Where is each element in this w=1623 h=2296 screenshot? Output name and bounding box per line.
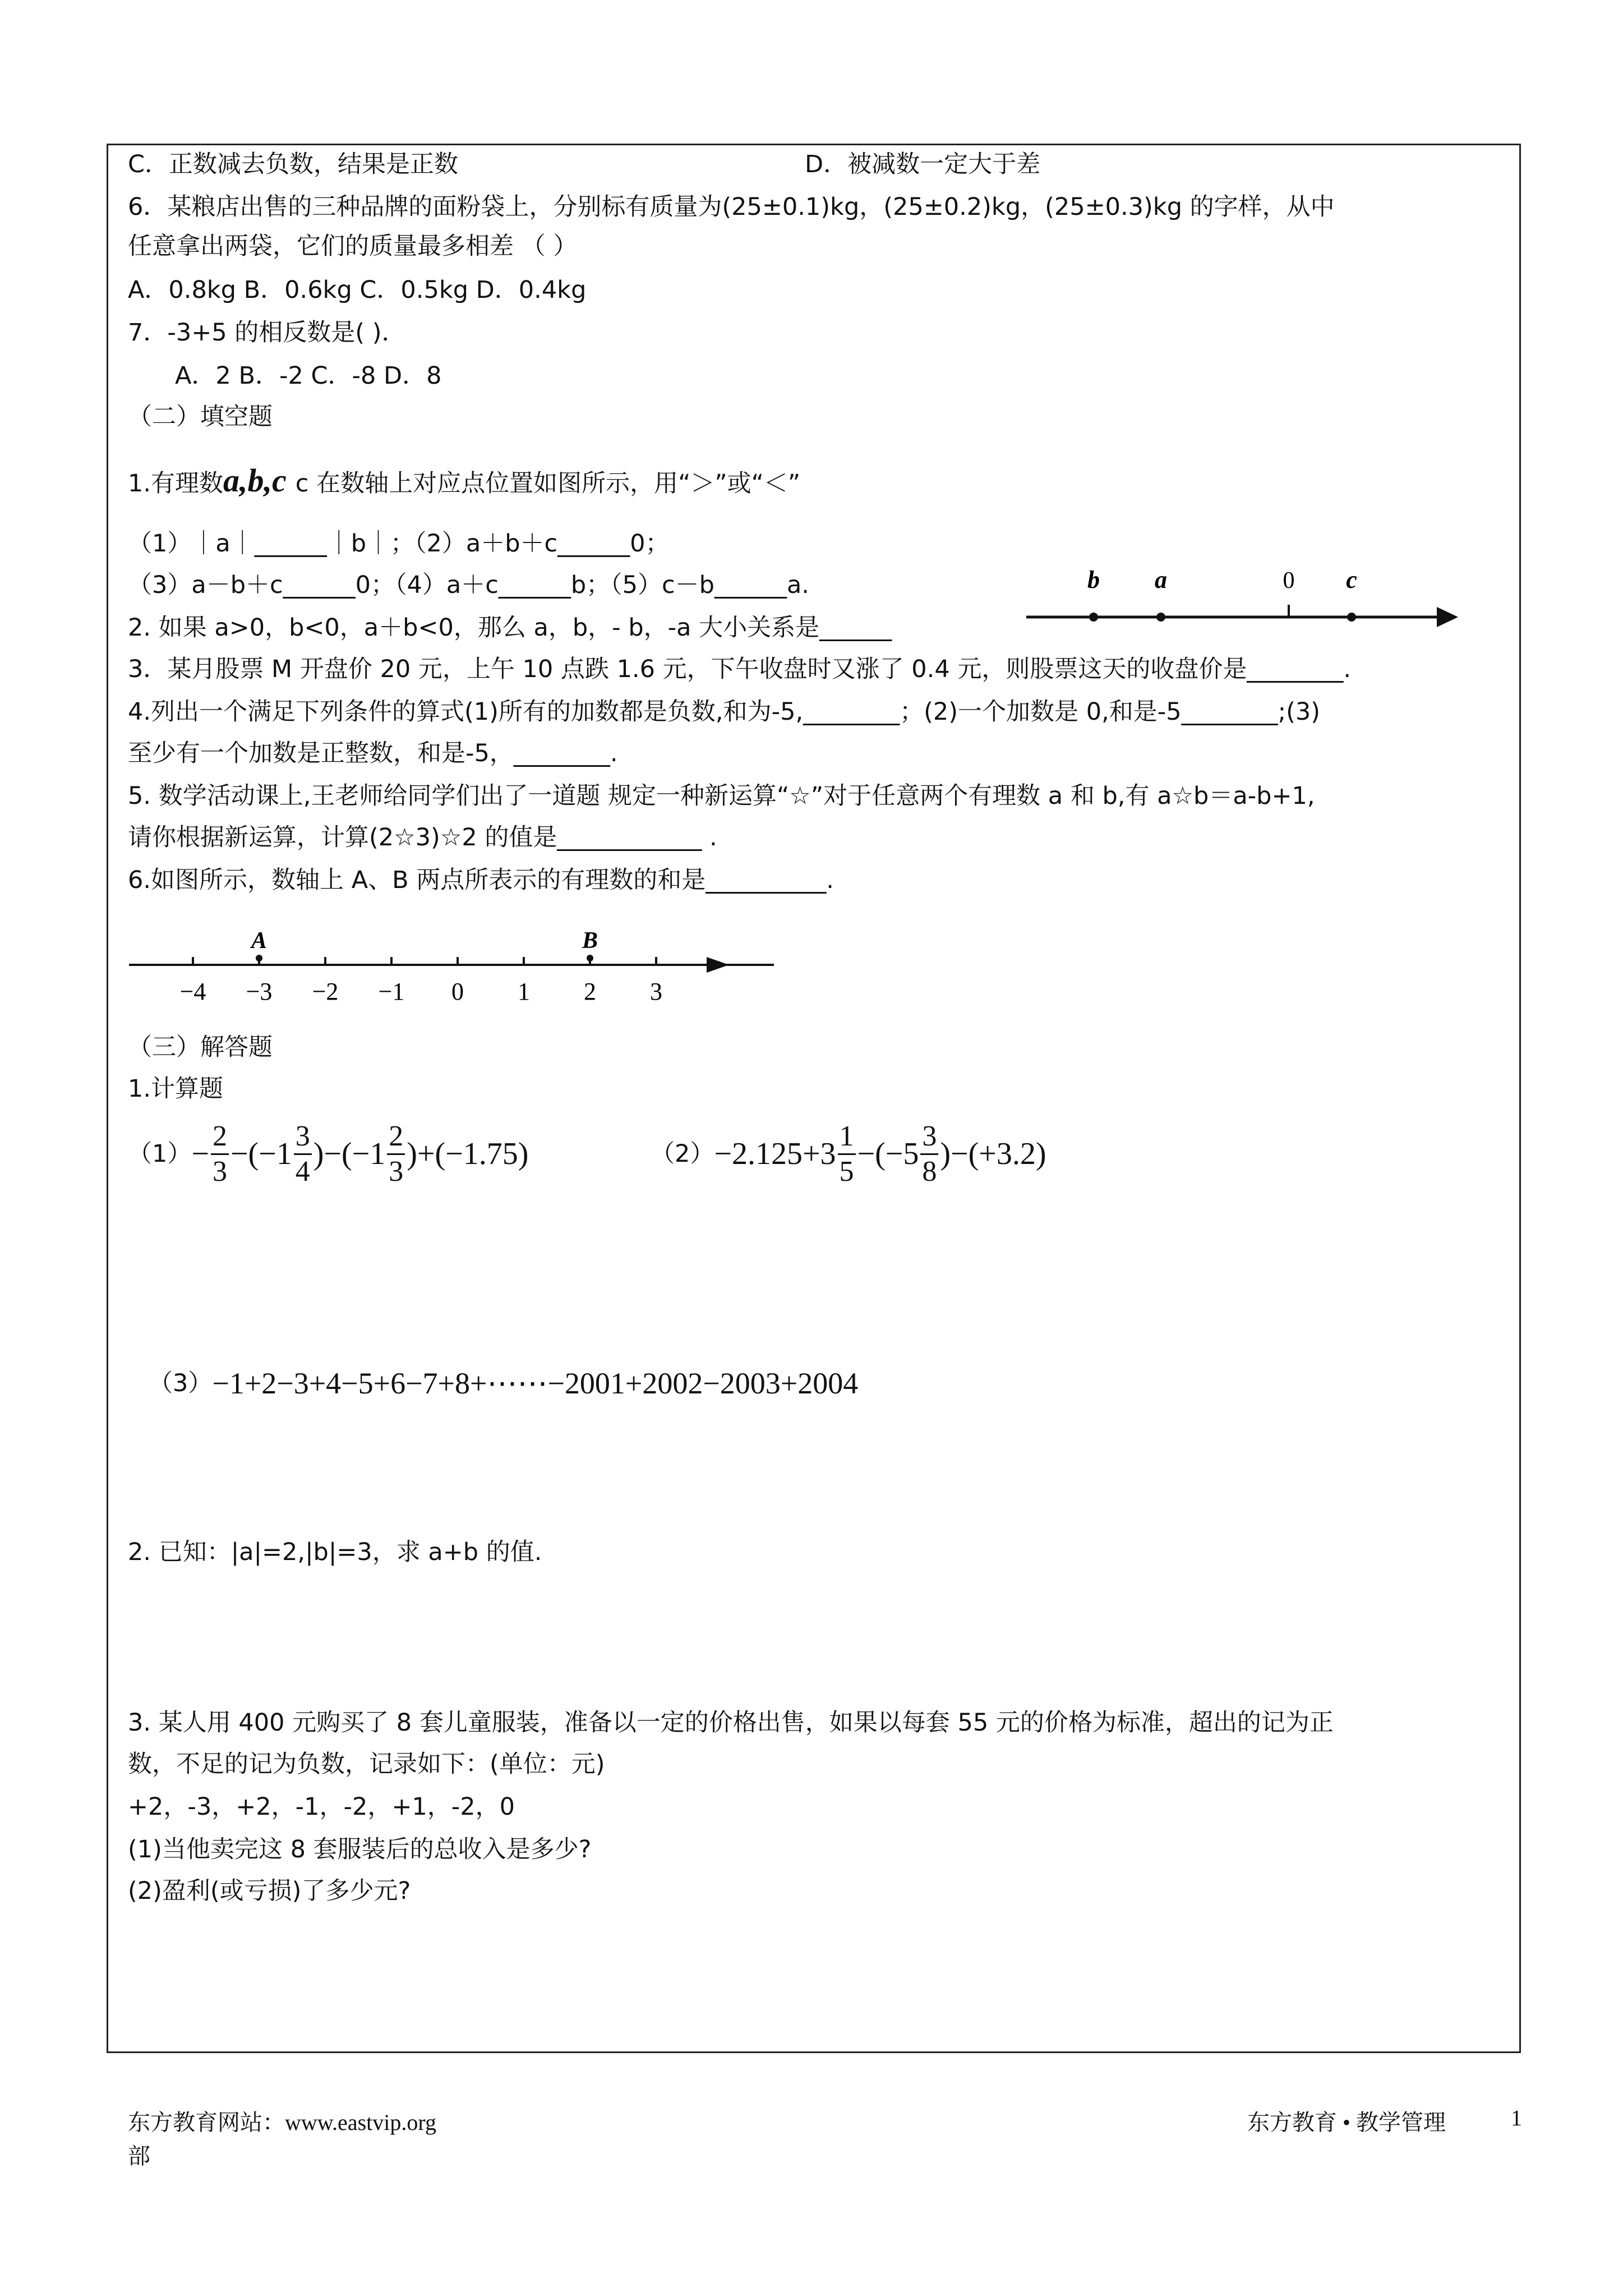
- calc2-t3: −(+3.2): [951, 1136, 1046, 1171]
- footer-dept: 部: [128, 2143, 150, 2169]
- point-a: [256, 955, 262, 961]
- fill1-suffix: c 在数轴上对应点位置如图所示，用“＞”或“＜”: [295, 470, 801, 498]
- calc2: [651, 1122, 1046, 1186]
- label-b: b: [1087, 566, 1100, 593]
- fill4-line2: 至少有一个加数是正整数，和是-5，________.: [128, 739, 618, 767]
- q7: 7．-3+5 的相反数是( )．: [128, 319, 406, 347]
- tick-label: 2: [584, 978, 596, 1005]
- page-number: 1: [1511, 2105, 1522, 2131]
- q6-line1: 6．某粮店出售的三种品牌的面粉袋上，分别标有质量为(25±0.1)kg，(25±0.2)kg，(25±0.3)kg 的字样，从中: [128, 193, 1335, 221]
- section3-title: （三）解答题: [128, 1033, 273, 1061]
- axis-arrow: [707, 957, 729, 973]
- number-line-ab: [123, 920, 774, 1015]
- q3-sub1: (1)当他卖完这 8 套服装后的总收入是多少?: [128, 1835, 592, 1864]
- point-b: [1089, 613, 1098, 622]
- calc3-label: （3）: [149, 1369, 213, 1397]
- tick-label: 1: [518, 978, 530, 1005]
- fill6: 6.如图所示，数轴上 A、B 两点所表示的有理数的和是__________.: [128, 866, 834, 894]
- calc1-t1-sign: −: [191, 1136, 209, 1171]
- calc-title: 1.计算题: [128, 1075, 224, 1103]
- calc1-frac-2-3: $\frac{2}{3}$: [211, 1122, 229, 1186]
- calc2-t1: −2.125+3: [714, 1136, 836, 1171]
- q5-option-d: D．被减数一定大于差: [805, 150, 1041, 178]
- calc1-frac-2-3b: $\frac{2}{3}$: [387, 1122, 405, 1186]
- calc1-t2-pre: −(−1: [230, 1136, 292, 1171]
- fill1-part1: （1）｜a｜______｜b｜；（2）a＋b＋c______0；: [128, 530, 670, 558]
- fill1-prefix: 1.有理数: [128, 470, 224, 498]
- fill4-line1: 4.列出一个满足下列条件的算式(1)所有的加数都是负数,和为-5,________；(2)一个加数是 0,和是-5________;(3): [128, 698, 1321, 726]
- tick-label: 3: [650, 978, 662, 1005]
- q3-record: +2，-3，+2，-1，-2，+1，-2，0: [128, 1793, 515, 1821]
- calc1: [128, 1122, 528, 1186]
- tick-label: −1: [378, 978, 405, 1005]
- label-zero: 0: [1283, 568, 1295, 593]
- fill1-stem: [128, 461, 800, 500]
- section2-title: （二）填空题: [128, 403, 273, 431]
- q3-sub2: (2)盈利(或亏损)了多少元?: [128, 1877, 411, 1905]
- calc1-t3-post: ): [407, 1136, 417, 1171]
- tick-label: 0: [451, 978, 464, 1005]
- calc1-t4: +(−1.75): [417, 1136, 529, 1171]
- number-line-abc: [1015, 561, 1464, 645]
- fill1-vars: a,b,c: [223, 462, 287, 499]
- q5-option-c: C．正数减去负数，结果是正数: [128, 150, 459, 178]
- fill3: 3．某月股票 M 开盘价 20 元，上午 10 点跌 1.6 元，下午收盘时又涨了 0.4 元，则股票这天的收盘价是________.: [128, 655, 1352, 683]
- point-a: [1156, 613, 1165, 622]
- q6-line2: 任意拿出两袋，它们的质量最多相差 （ ）: [128, 232, 578, 260]
- fill5-line1: 5. 数学活动课上,王老师给同学们出了一道题 规定一种新运算“☆”对于任意两个有理数 a 和 b,有 a☆b＝a-b+1,: [128, 782, 1315, 810]
- q3-line2: 数，不足的记为负数，记录如下：(单位：元): [128, 1750, 605, 1778]
- fill5-line2: 请你根据新运算，计算(2☆3)☆2 的值是____________ .: [128, 823, 717, 852]
- fill1-part2: （3）a－b＋c______0；（4）a＋c______b；（5）c－b______a.: [128, 571, 809, 599]
- q3-line1: 3. 某人用 400 元购买了 8 套儿童服装，准备以一定的价格出售，如果以每套 55 元的价格为标准，超出的记为正: [128, 1709, 1334, 1737]
- tick-label: −4: [179, 978, 206, 1005]
- calc3: [149, 1365, 858, 1402]
- label-c: c: [1346, 566, 1357, 593]
- axis-arrow: [1437, 607, 1458, 627]
- calc3-expr: −1+2−3+4−5+6−7+8+⋯⋯−2001+2002−2003+2004: [212, 1366, 859, 1400]
- calc2-label: （2）: [651, 1139, 714, 1168]
- calc2-t2-pre: −(−5: [857, 1136, 919, 1171]
- point-a-label: A: [251, 928, 268, 954]
- fill2: 2. 如果 a>0，b<0，a＋b<0，那么 a，b，- b，-a 大小关系是______: [128, 614, 892, 642]
- point-b-label: B: [582, 928, 598, 954]
- point-c: [1347, 613, 1356, 622]
- tick-label: −2: [312, 978, 339, 1005]
- calc2-frac-1-5: $\frac{1}{5}$: [838, 1122, 856, 1186]
- calc1-frac-3-4: $\frac{3}{4}$: [294, 1122, 312, 1186]
- footer-right: 东方教育 • 教学管理: [1247, 2110, 1446, 2135]
- label-a: a: [1155, 566, 1167, 593]
- tick-label: −3: [246, 978, 273, 1005]
- q6-options: A．0.8kg B．0.6kg C．0.5kg D．0.4kg: [128, 276, 587, 304]
- footer-website: 东方教育网站：www.eastvip.org: [128, 2110, 436, 2135]
- calc1-t2-post: ): [313, 1136, 324, 1171]
- q2: 2. 已知：|a|=2,|b|=3，求 a+b 的值.: [128, 1538, 542, 1566]
- q7-options: A．2 B．-2 C．-8 D．8: [175, 362, 442, 390]
- point-b: [587, 955, 593, 961]
- calc2-frac-3-8: $\frac{3}{8}$: [920, 1122, 938, 1186]
- calc2-t2-post: ): [940, 1136, 951, 1171]
- calc1-t3-pre: −(−1: [324, 1136, 386, 1171]
- calc1-label: （1）: [128, 1139, 192, 1168]
